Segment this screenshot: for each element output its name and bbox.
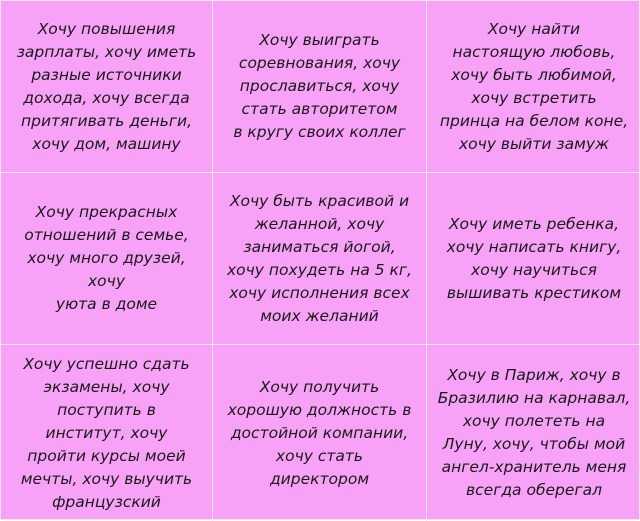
wish-cell-family bbox=[1, 173, 213, 345]
wish-text-career: Хочу получить хорошую должность в достойной компании, хочу стать директором bbox=[227, 377, 412, 488]
wish-text-knowledge: Хочу успешно сдать экзамены, хочу поступить в институт, хочу пройти курсы моей мечты, хочу выучить французский bbox=[20, 354, 193, 511]
wish-cell-fame bbox=[213, 1, 427, 173]
wish-cell-center bbox=[213, 173, 427, 345]
wish-cell-career bbox=[213, 345, 427, 521]
wish-cell-travel bbox=[427, 345, 640, 521]
wish-cell-knowledge bbox=[1, 345, 213, 521]
wish-cell-money bbox=[1, 1, 213, 173]
wish-text-love: Хочу найти настоящую любовь, хочу быть любимой, хочу встретить принца на белом коне, хочу выйти замуж bbox=[439, 19, 629, 153]
wish-text-center: Хочу быть красивой и желанной, хочу заниматься йогой, хочу похудеть на 5 кг, хочу исполнения всех моих желаний bbox=[226, 191, 412, 325]
wish-text-creativity: Хочу иметь ребенка, хочу написать книгу, хочу научиться вышивать крестиком bbox=[446, 214, 622, 302]
wish-text-fame: Хочу выиграть соревнования, хочу прославиться, хочу стать авторитетом в кругу своих коллег bbox=[233, 31, 406, 141]
wish-text-family: Хочу прекрасных отношений в семье, хочу много друзей, хочу уюта в доме bbox=[24, 203, 189, 313]
wish-cell-creativity bbox=[427, 173, 640, 345]
wish-text-travel: Хочу в Париж, хочу в Бразилию на карнавал, хочу полететь на Луну, хочу, чтобы мой ангел-хранитель меня всегда оберегал bbox=[437, 366, 631, 499]
wish-text-money: Хочу повышения зарплаты, хочу иметь разные источники дохода, хочу всегда притягивать деньги, хочу дом, машину bbox=[16, 19, 197, 153]
wish-cell-love bbox=[427, 1, 640, 173]
